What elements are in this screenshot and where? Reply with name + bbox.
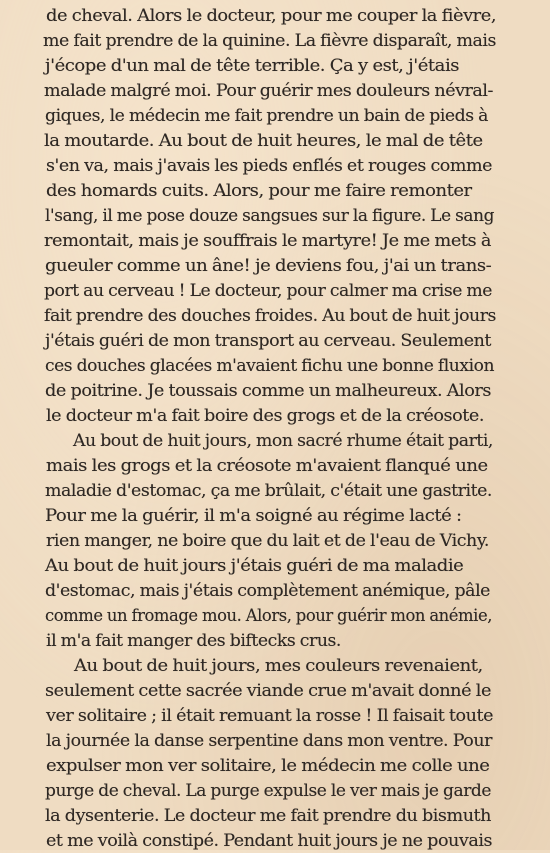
- text-line-34: et me voilà constipé. Pendant huit jours je ne pouvais: [46, 831, 493, 851]
- text-line-25: comme un fromage mou. Alors, pour guérir mon anémie,: [45, 606, 493, 626]
- text-line-32: purge de cheval. La purge expulse le ver mais je garde: [45, 781, 492, 801]
- text-line-27: Au bout de huit jours, mes couleurs revenaient,: [74, 656, 483, 676]
- text-line-1: de cheval. Alors le docteur, pour me couper la fièvre,: [46, 6, 497, 26]
- text-line-12: port au cerveau ! Le docteur, pour calmer ma crise me: [44, 281, 492, 301]
- text-line-7: s'en va, mais j'avais les pieds enflés et rouges comme: [46, 156, 493, 176]
- text-line-15: ces douches glacées m'avaient fichu une bonne fluxion: [45, 356, 495, 376]
- text-line-31: expulser mon ver solitaire, le médecin me colle une: [46, 756, 490, 776]
- text-line-3: j'écope d'un mal de tête terrible. Ça y est, j'étais: [45, 56, 460, 76]
- text-line-26: il m'a fait manger des biftecks crus.: [46, 631, 341, 651]
- text-line-28: seulement cette sacrée viande crue m'avait donné le: [45, 681, 492, 701]
- text-line-22: rien manger, ne boire que du lait et de l'eau de Vichy.: [46, 531, 489, 551]
- text-line-17: le docteur m'a fait boire des grogs et de la créosote.: [46, 406, 485, 426]
- text-line-33: la dysenterie. Le docteur me fait prendre du bismuth: [45, 806, 492, 826]
- text-line-19: mais les grogs et la créosote m'avaient flanqué une: [46, 456, 488, 476]
- text-line-11: gueuler comme un âne! je deviens fou, j'ai un trans-: [45, 256, 492, 276]
- text-line-8: des homards cuits. Alors, pour me faire remonter: [46, 181, 472, 201]
- text-line-29: ver solitaire ; il était remuant la rosse ! Il faisait toute: [46, 706, 494, 726]
- text-line-24: d'estomac, mais j'étais complètement anémique, pâle: [45, 581, 490, 601]
- text-line-4: malade malgré moi. Pour guérir mes douleurs névral-: [44, 81, 493, 101]
- text-line-10: remontait, mais je souffrais le martyre! Je me mets à: [44, 231, 492, 251]
- text-line-2: me fait prendre de la quinine. La fièvre disparaît, mais: [43, 31, 497, 51]
- text-line-13: fait prendre des douches froides. Au bout de huit jours: [44, 306, 496, 326]
- text-line-23: Au bout de huit jours j'étais guéri de ma maladie: [45, 556, 464, 576]
- text-line-16: de poitrine. Je toussais comme un malheureux. Alors: [45, 381, 492, 401]
- text-line-5: giques, le médecin me fait prendre un bain de pieds à: [45, 106, 488, 126]
- text-line-6: la moutarde. Au bout de huit heures, le mal de tête: [44, 131, 483, 151]
- text-line-21: Pour me la guérir, il m'a soigné au régime lacté :: [45, 506, 462, 526]
- text-line-20: maladie d'estomac, ça me brûlait, c'était une gastrite.: [45, 481, 493, 501]
- text-line-18: Au bout de huit jours, mon sacré rhume était parti,: [73, 431, 493, 451]
- text-line-30: la journée la danse serpentine dans mon ventre. Pour: [46, 731, 492, 751]
- text-line-9: l'sang, il me pose douze sangsues sur la figure. Le sang: [45, 206, 494, 226]
- text-line-14: j'étais guéri de mon transport au cerveau. Seulement: [45, 331, 491, 351]
